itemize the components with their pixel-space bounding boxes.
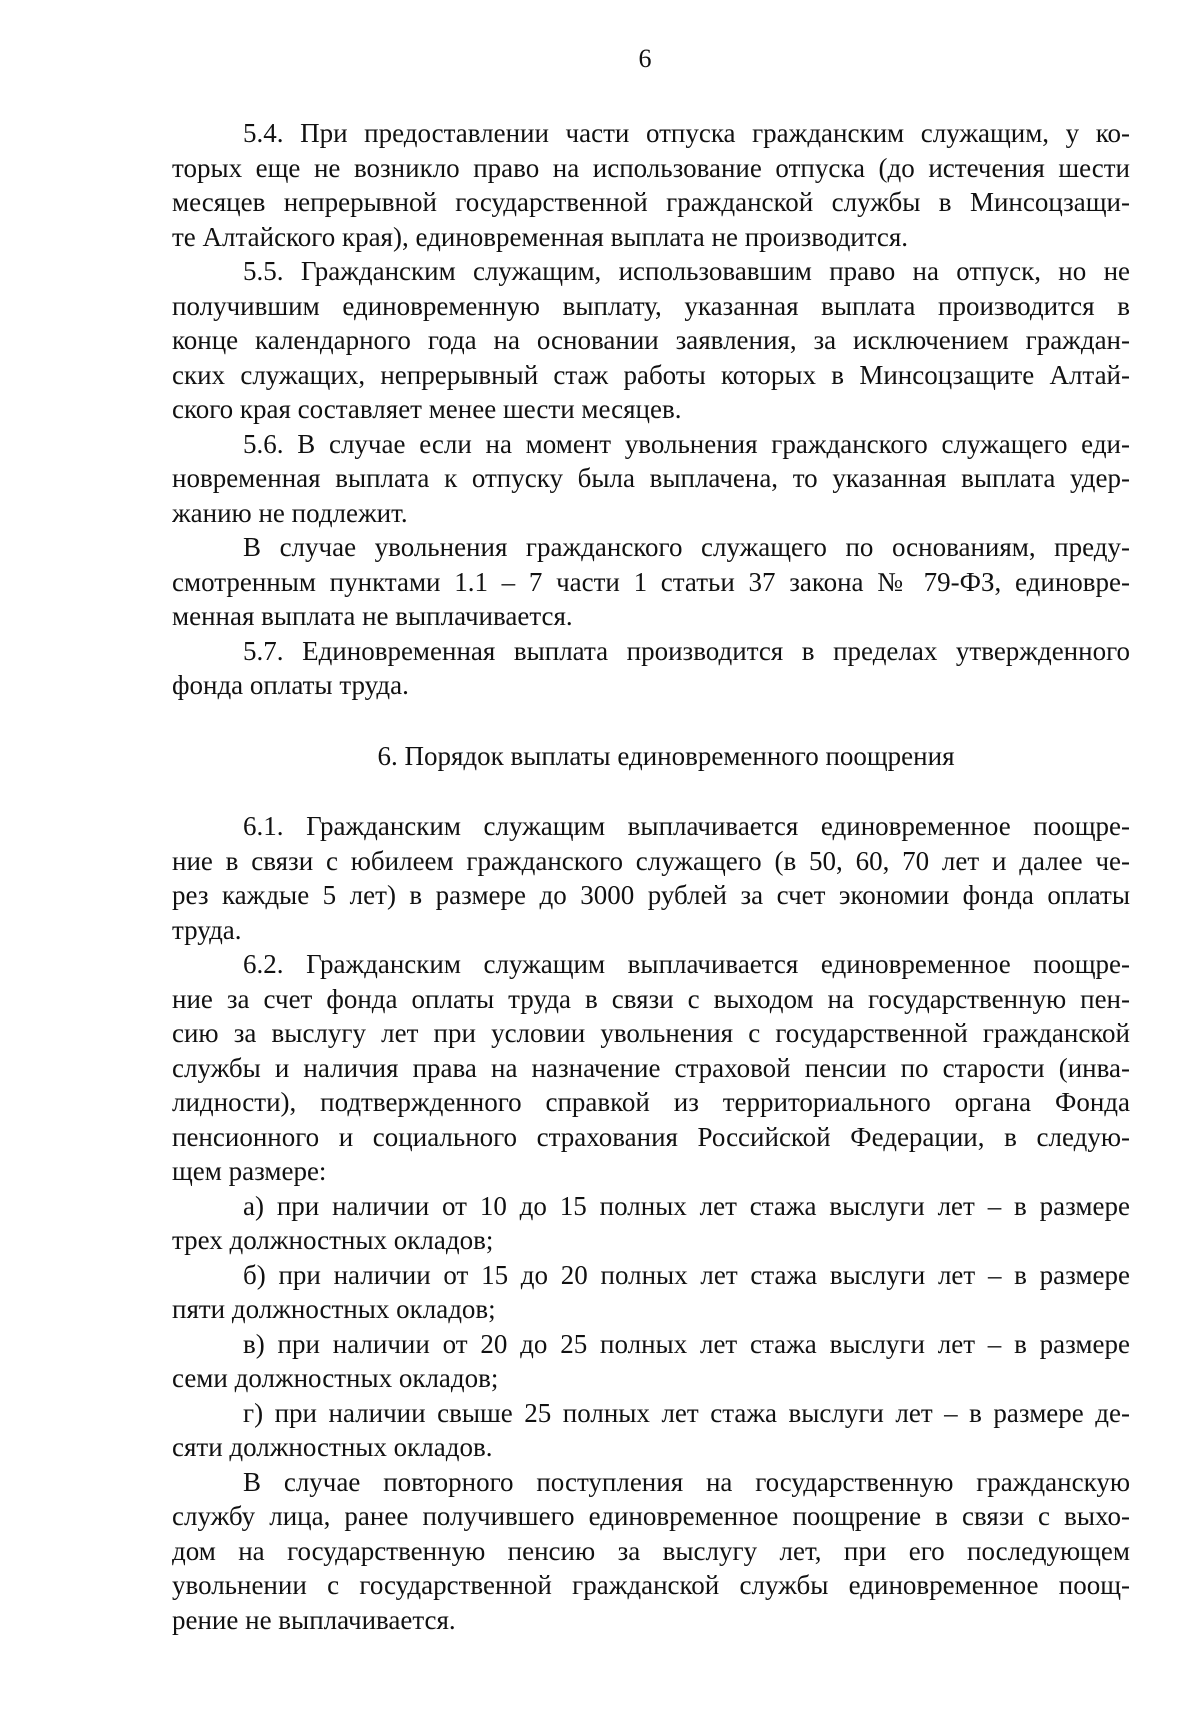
text-line: 5.4. При предоставлении части отпуска гражданским служащим, у ко- xyxy=(243,118,1130,148)
text-line: конце календарного года на основании заявления, за исключением граждан- xyxy=(172,325,1130,355)
text-line: службу лица, ранее получившего единовременное поощрение в связи с выхо- xyxy=(172,1501,1130,1531)
text-line: смотренным пунктами 1.1 – 7 части 1 статьи 37 закона № 79-ФЗ, единовре- xyxy=(172,566,1130,597)
text-line: сяти должностных окладов. xyxy=(172,1432,493,1462)
text-line: 5.5. Гражданским служащим, использовавшим право на отпуск, но не xyxy=(243,256,1130,286)
text-line: месяцев непрерывной государственной гражданской службы в Минсоцзащи- xyxy=(172,187,1130,217)
text-line: В случае повторного поступления на государственную гражданскую xyxy=(243,1466,1130,1497)
text-line: дом на государственную пенсию за выслугу лет, при его последующем xyxy=(172,1535,1130,1566)
paragraph xyxy=(172,116,1130,254)
text-line: 6.1. Гражданским служащим выплачивается единовременное поощре- xyxy=(243,811,1130,841)
text-line: службы и наличия права на назначение страховой пенсии по старости (инва- xyxy=(172,1052,1130,1083)
paragraph xyxy=(172,1327,1130,1396)
text-line: жанию не подлежит. xyxy=(172,497,408,528)
text-line: увольнении с государственной гражданской службы единовременное поощ- xyxy=(172,1570,1130,1600)
paragraph xyxy=(172,1465,1130,1638)
text-line: семи должностных окладов; xyxy=(172,1363,499,1393)
text-line: те Алтайского края), единовременная выплата не производится. xyxy=(172,221,909,252)
text-line: лидности), подтвержденного справкой из территориального органа Фонда xyxy=(172,1087,1130,1117)
paragraph xyxy=(172,809,1130,947)
text-line: 6.2. Гражданским служащим выплачивается единовременное поощре- xyxy=(243,949,1130,979)
text-line: получившим единовременную выплату, указанная выплата производится в xyxy=(172,290,1130,321)
text-line: торых еще не возникло право на использование отпуска (до истечения шести xyxy=(172,152,1130,183)
text-line: г) при наличии свыше 25 полных лет стажа выслуги лет – в размере де- xyxy=(243,1397,1130,1428)
text-line: фонда оплаты труда. xyxy=(172,670,409,700)
text-line: б) при наличии от 15 до 20 полных лет стажа выслуги лет – в размере xyxy=(243,1259,1130,1290)
text-line: 5.7. Единовременная выплата производится в пределах утвержденного xyxy=(243,635,1130,666)
text-line: В случае увольнения гражданского служащего по основаниям, преду- xyxy=(243,532,1130,562)
text-line: рез каждые 5 лет) в размере до 3000 рублей за счет экономии фонда оплаты xyxy=(172,880,1130,910)
text-line: сию за выслугу лет при условии увольнения с государственной гражданской xyxy=(172,1018,1130,1048)
text-line: в) при наличии от 20 до 25 полных лет стажа выслуги лет – в размере xyxy=(243,1328,1130,1359)
text-line: рение не выплачивается. xyxy=(172,1604,456,1635)
page-number: 6 xyxy=(638,44,652,73)
text-line: труда. xyxy=(172,914,242,945)
paragraph xyxy=(172,947,1130,1189)
text-line: трех должностных окладов; xyxy=(172,1225,494,1255)
text-line: 5.6. В случае если на момент увольнения гражданского служащего еди- xyxy=(243,428,1130,459)
text-line: а) при наличии от 10 до 15 полных лет стажа выслуги лет – в размере xyxy=(243,1190,1130,1221)
text-line: пяти должностных окладов; xyxy=(172,1294,496,1324)
text-line: щем размере: xyxy=(172,1156,327,1186)
paragraph xyxy=(172,530,1130,634)
paragraph xyxy=(172,254,1130,427)
text-line: новременная выплата к отпуску была выплачена, то указанная выплата удер- xyxy=(172,463,1130,493)
document-body xyxy=(172,116,1130,1637)
paragraph xyxy=(172,1396,1130,1465)
text-line: ского края составляет менее шести месяцев. xyxy=(172,394,682,424)
text-line: менная выплата не выплачивается. xyxy=(172,601,573,631)
paragraph xyxy=(172,1258,1130,1327)
paragraph xyxy=(172,427,1130,531)
text-line: пенсионного и социального страхования Российской Федерации, в следую- xyxy=(172,1121,1130,1152)
text-line: 6. Порядок выплаты единовременного поощрения xyxy=(377,740,955,771)
section-heading xyxy=(172,739,1130,774)
text-line: ние за счет фонда оплаты труда в связи с выходом на государственную пен- xyxy=(172,983,1130,1014)
text-line: ских служащих, непрерывный стаж работы которых в Минсоцзащите Алтай- xyxy=(172,359,1130,390)
paragraph xyxy=(172,634,1130,703)
text-line: ние в связи с юбилеем гражданского служащего (в 50, 60, 70 лет и далее че- xyxy=(172,845,1130,876)
paragraph xyxy=(172,1189,1130,1258)
